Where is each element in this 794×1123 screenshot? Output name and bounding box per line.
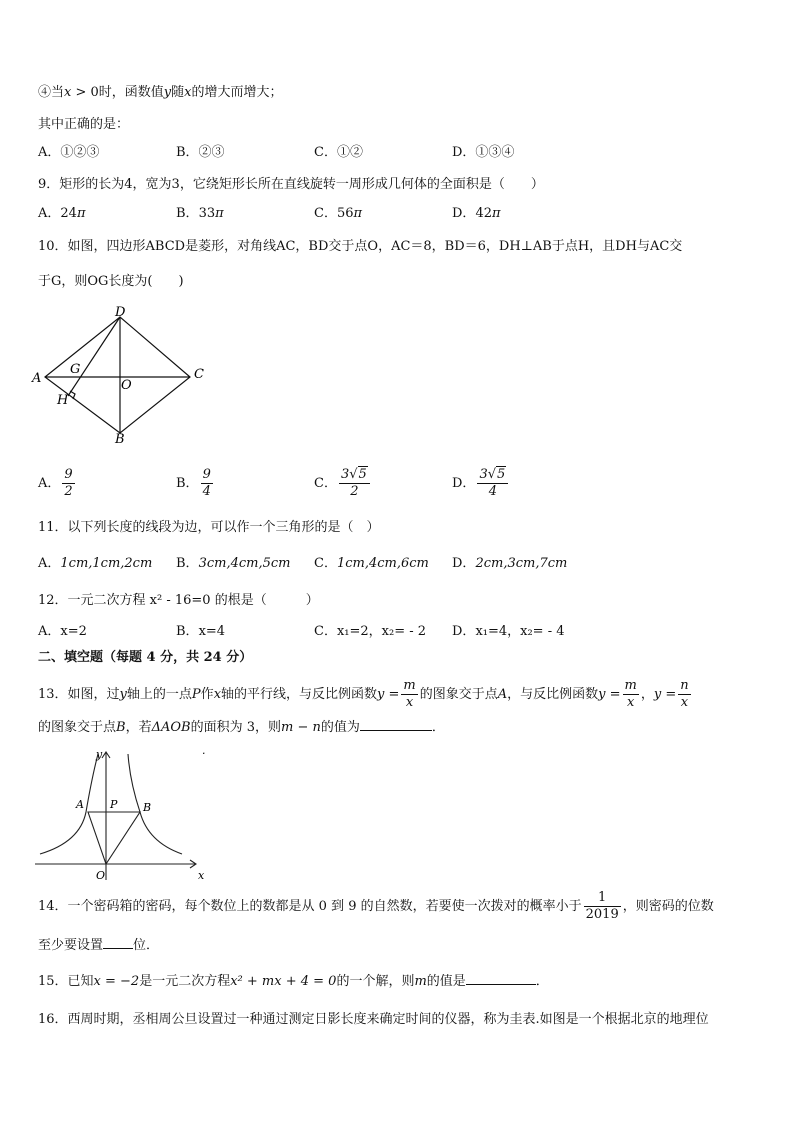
label-c: C xyxy=(194,367,204,382)
left-hyperbola-branch xyxy=(40,754,98,854)
rhombus-figure xyxy=(30,305,215,445)
q12-option-d: D．x₁=4，x₂= - 4 xyxy=(452,624,565,639)
q11-stem: 11．以下列长度的线段为边，可以作一个三角形的是（ ） xyxy=(38,520,380,535)
q9-option-b: B．33π xyxy=(176,206,224,221)
q13-stem-line2: 的图象交于点B，若ΔAOB的面积为 3，则m − n的值为 ． xyxy=(38,720,445,735)
triangle-aob xyxy=(88,812,140,864)
q12-option-c: C．x₁=2，x₂= - 2 xyxy=(314,624,427,639)
q9-option-c: C．56π xyxy=(314,206,363,221)
q13-answer-blank[interactable] xyxy=(360,718,432,731)
q14-stem-line1: 14．一个密码箱的密码，每个数位上的数都是从 0 到 9 的自然数，若要使一次拨对的概率小于 $\frac{1}{2019}$ ，则密码的位数 xyxy=(38,890,714,922)
q12-stem: 12．一元二次方程 x² - 16=0 的根是（ ） xyxy=(38,593,319,608)
q9-option-d: D．42π xyxy=(452,206,501,221)
q8-option-d: D．①③④ xyxy=(452,145,515,160)
label-b: B xyxy=(115,432,125,445)
q12-options xyxy=(38,621,758,643)
q13-stem-line1: 13．如图，过y轴上的一点P作x轴的平行线，与反比例函数y = $\frac{m}{x}$ 的图象交于点A，与反比例函数y = $\frac{m}{x}$ ，y = $\frac{n}{x}$ xyxy=(38,678,689,710)
q12-option-a: A．x=2 xyxy=(38,624,87,639)
q10-option-d: D． $\frac{3√5}{4}$ xyxy=(452,463,510,505)
hyperbola-figure xyxy=(30,742,220,882)
q14-stem-line2: 至少要设置 位． xyxy=(38,938,160,953)
rhombus-abcd xyxy=(45,317,190,433)
q9-options xyxy=(38,203,758,225)
q8-options xyxy=(38,142,758,164)
q9-option-a: A．24π xyxy=(38,206,86,221)
fig13-label-p: P xyxy=(110,798,118,811)
fig13-label-y: y xyxy=(96,748,103,761)
q10-stem-line2: 于G，则OG长度为( ) xyxy=(38,274,184,289)
q8-option-b: B．②③ xyxy=(176,145,225,160)
q8-stem: 其中正确的是： xyxy=(38,117,130,132)
q8-option-a: A．①②③ xyxy=(38,145,100,160)
q10-options xyxy=(38,463,758,505)
q10-option-c: C． $\frac{3√5}{2}$ xyxy=(314,463,372,505)
right-hyperbola-branch xyxy=(128,754,182,854)
label-d: D xyxy=(115,305,126,320)
fig13-label-a: A xyxy=(76,798,84,811)
label-a: A xyxy=(32,371,42,386)
fig13-label-o: O xyxy=(96,869,106,882)
q15-stem: 15．已知x = −2是一元二次方程x² + mx + 4 = 0的一个解，则m的值是 ． xyxy=(38,974,549,989)
q9-stem: 9．矩形的长为4，宽为3，它绕矩形长所在直线旋转一周形成几何体的全面积是（ ） xyxy=(38,177,544,192)
q14-answer-blank[interactable] xyxy=(103,936,133,949)
q12-option-b: B．x=4 xyxy=(176,624,226,639)
q15-answer-blank[interactable] xyxy=(466,972,536,985)
statement-4: ④当x > 0时，函数值y随x的增大而增大； xyxy=(38,85,283,100)
fig13-label-x: x xyxy=(198,869,205,882)
q11-option-d: D．2cm,3cm,7cm xyxy=(452,556,568,571)
q10-stem-line1: 10．如图，四边形ABCD是菱形，对角线AC，BD交于点O，AC＝8，BD＝6，DH⊥AB于点H，且DH与AC交 xyxy=(38,239,683,254)
q8-option-c: C．①② xyxy=(314,145,363,160)
label-h: H xyxy=(57,393,69,408)
q16-stem: 16．西周时期，丞相周公旦设置过一种通过测定日影长度来确定时间的仪器，称为圭表.如图是一个根据北京的地理位 xyxy=(38,1012,709,1027)
q11-option-b: B．3cm,4cm,5cm xyxy=(176,556,291,571)
q10-option-a: A． $\frac{9}{2}$ xyxy=(38,467,73,499)
q11-options xyxy=(38,553,758,575)
fig13-label-b: B xyxy=(143,801,152,814)
fig13-dot: . xyxy=(202,744,206,757)
label-o: O xyxy=(121,378,132,393)
label-g: G xyxy=(70,362,81,377)
segment-dh xyxy=(68,317,120,396)
q11-option-c: C．1cm,4cm,6cm xyxy=(314,556,429,571)
q10-option-b: B． $\frac{9}{4}$ xyxy=(176,467,211,499)
section-fill-in-heading: 二、填空题（每题 4 分，共 24 分） xyxy=(38,650,253,665)
q11-option-a: A．1cm,1cm,2cm xyxy=(38,556,153,571)
